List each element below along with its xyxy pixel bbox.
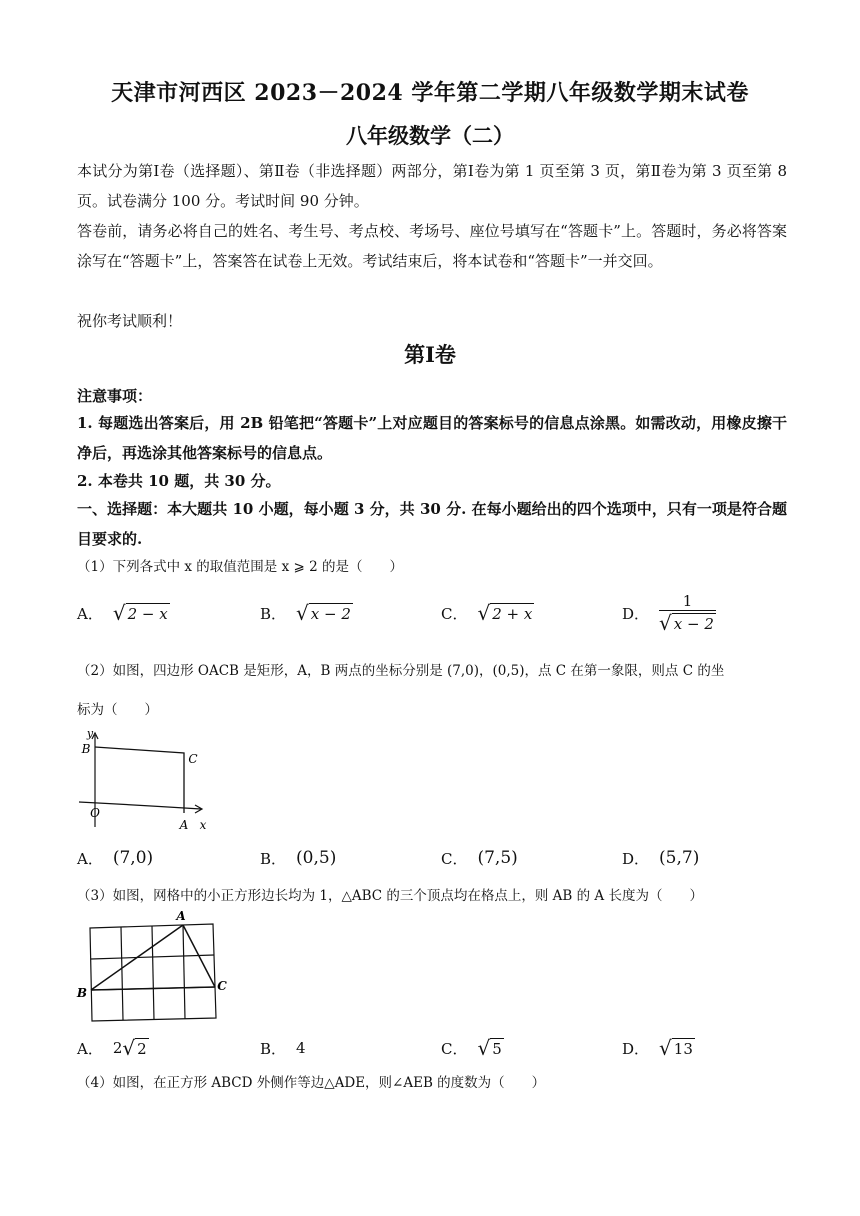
- label-a: A: [176, 909, 186, 923]
- question-1-options: [77, 593, 777, 633]
- q1-b-radicand: x − 2: [310, 604, 351, 623]
- exam-title: 天津市河西区 2023－2024 学年第二学期八年级数学期末试卷: [111, 80, 749, 106]
- intro-paragraph-1: 本试分为第Ⅰ卷（选择题）、第Ⅱ卷（非选择题）两部分，第Ⅰ卷为第 1 页至第 3 页，第Ⅱ卷为第 3 页至第 8 页。试卷满分 100 分。考试时间 90 分钟。: [77, 162, 787, 210]
- label-y: y: [86, 727, 94, 740]
- q1-c-radicand: 2 + x: [492, 604, 533, 623]
- question-1-stem: （1）下列各式中 x 的取值范围是 x ⩾ 2 的是（ ）: [77, 559, 403, 575]
- rectangle-coordinate-figure: [77, 725, 217, 835]
- q2-b-value: (0,5): [296, 848, 337, 868]
- notice-title: 注意事项：: [77, 387, 153, 405]
- q3-c-radicand: 5: [492, 1039, 502, 1058]
- label-o: O: [90, 806, 100, 820]
- question-3-stem: （3）如图，网格中的小正方形边长均为 1，△ABC 的三个顶点均在格点上，则 AB 的 A 长度为（ ）: [77, 888, 703, 904]
- grid-lines: [90, 924, 216, 1021]
- question-4-stem: （4）如图，在正方形 ABCD 外侧作等边△ADE，则∠AEB 的度数为（ ）: [77, 1075, 546, 1091]
- q1-option-c: C． √ 2 + x: [441, 600, 533, 625]
- question-2-stem-cont: 标为（ ）: [77, 702, 158, 718]
- q2-option-a: A． (7,0): [77, 848, 154, 868]
- q1-a-radicand: 2 − x: [127, 604, 168, 623]
- q2-option-c: C． (7,5): [441, 848, 518, 868]
- q1-option-a: A． √ 2 − x: [77, 600, 168, 625]
- label-b: B: [81, 742, 91, 756]
- intro-paragraph-2: 答卷前，请务必将自己的姓名、考生号、考点校、考场号、座位号填写在“答题卡”上。答题时，务必将答案涂写在“答题卡”上，答案答在试卷上无效。考试结束后，将本试卷和“答题卡”一并交回。: [77, 222, 787, 270]
- question-3-options: [77, 1028, 777, 1068]
- q3-d-radicand: 13: [673, 1039, 693, 1058]
- q2-a-value: (7,0): [112, 848, 154, 868]
- notice-item-1: 1. 每题选出答案后，用 2B 铅笔把“答题卡”上对应题目的答案标号的信息点涂黑。如需改动，用橡皮擦干净后，再选涂其他答案标号的信息点。: [77, 414, 787, 462]
- notice-item-2: 2. 本卷共 10 题，共 30 分。: [77, 472, 281, 490]
- q1-option-d: D． 1 √ x − 2: [622, 592, 714, 635]
- q2-option-b: B． (0,5): [260, 848, 337, 868]
- label-c: C: [188, 752, 198, 766]
- exam-subtitle: 八年级数学（二）: [346, 123, 514, 148]
- q1-d-fraction: 1 √ x − 2: [659, 592, 714, 635]
- q2-c-value: (7,5): [477, 848, 518, 868]
- question-2-stem: （2）如图，四边形 OACB 是矩形，A，B 两点的坐标分别是 (7,0)，(0,5)，点 C 在第一象限，则点 C 的坐: [77, 663, 725, 679]
- q3-option-b: B． 4: [260, 1039, 306, 1058]
- q2-option-d: D． (5,7): [622, 848, 700, 868]
- section-heading: 第Ⅰ卷: [404, 342, 456, 367]
- label-c: C: [217, 979, 227, 993]
- q3-option-d: D． √ 13: [622, 1035, 693, 1060]
- grid-triangle-figure: [74, 908, 234, 1026]
- label-a: A: [179, 818, 189, 832]
- q3-option-c: C． √ 5: [441, 1035, 502, 1060]
- q3-b-value: 4: [296, 1039, 306, 1057]
- q3-option-a: A． 2 √ 2: [77, 1035, 147, 1060]
- label-b: B: [76, 986, 88, 1000]
- question-2-options: [77, 838, 777, 878]
- q3-a-coefficient: 2: [112, 1039, 123, 1057]
- part-one-title: 一、选择题：本大题共 10 小题，每小题 3 分，共 30 分. 在每小题给出的四个选项中，只有一项是符合题目要求的.: [77, 500, 787, 548]
- q2-d-value: (5,7): [659, 848, 700, 868]
- q1-option-b: B． √ x − 2: [260, 600, 351, 625]
- q3-a-radicand: 2: [137, 1039, 147, 1058]
- label-x: x: [199, 818, 207, 832]
- intro-paragraph-3: 祝你考试顺利！: [77, 312, 183, 330]
